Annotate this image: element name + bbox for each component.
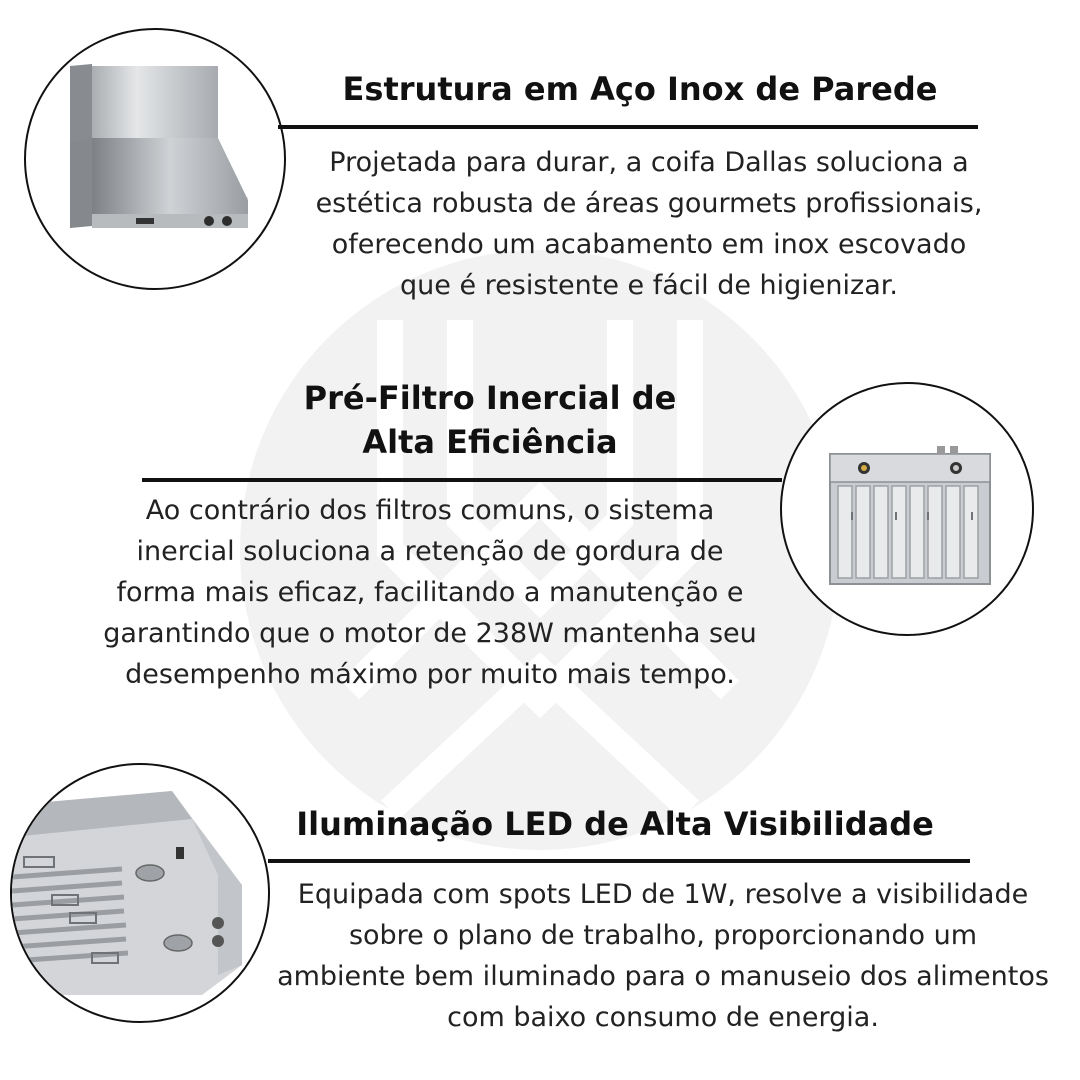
wall-hood-image xyxy=(24,28,286,290)
section-1-body-line: Projetada para durar, a coifa Dallas soluciona a xyxy=(329,147,969,178)
section-1-divider xyxy=(278,125,978,129)
section-1-body-line: que é resistente e fácil de higienizar. xyxy=(400,270,898,301)
section-3-body-line: ambiente bem iluminado para o manuseio dos alimentos xyxy=(277,961,1049,992)
section-2-divider xyxy=(142,478,782,482)
section-2-title xyxy=(190,376,790,464)
section-2-body-line: forma mais eficaz, facilitando a manutenção e xyxy=(116,577,744,608)
section-1-body-line: estética robusta de áreas gourmets profissionais, xyxy=(315,188,983,219)
section-2-title-line: Alta Eficiência xyxy=(362,423,618,461)
section-2-body xyxy=(70,490,790,695)
section-1-body-line: oferecendo um acabamento em inox escovado xyxy=(331,229,967,260)
section-3-body xyxy=(252,874,1074,1038)
section-1-title: Estrutura em Aço Inox de Parede xyxy=(342,70,938,108)
section-2-body-line: garantindo que o motor de 238W mantenha seu xyxy=(103,618,757,649)
section-3-body-line: Equipada com spots LED de 1W, resolve a visibilidade xyxy=(297,879,1029,910)
section-2-body-line: Ao contrário dos filtros comuns, o sistema xyxy=(145,495,715,526)
section-3-title: Iluminação LED de Alta Visibilidade xyxy=(296,805,934,843)
section-2-body-line: desempenho máximo por muito mais tempo. xyxy=(125,659,735,690)
section-2-body-line: inercial soluciona a retenção de gordura de xyxy=(136,536,724,567)
section-2-title-line: Pré-Filtro Inercial de xyxy=(303,379,677,417)
led-lighting-image xyxy=(10,763,270,1023)
section-3-body-line: sobre o plano de trabalho, proporcionando um xyxy=(348,920,978,951)
section-1-body xyxy=(284,142,1014,306)
section-3-divider xyxy=(268,859,970,863)
inertial-filter-image xyxy=(780,382,1034,636)
section-3-body-line: com baixo consumo de energia. xyxy=(447,1002,879,1033)
